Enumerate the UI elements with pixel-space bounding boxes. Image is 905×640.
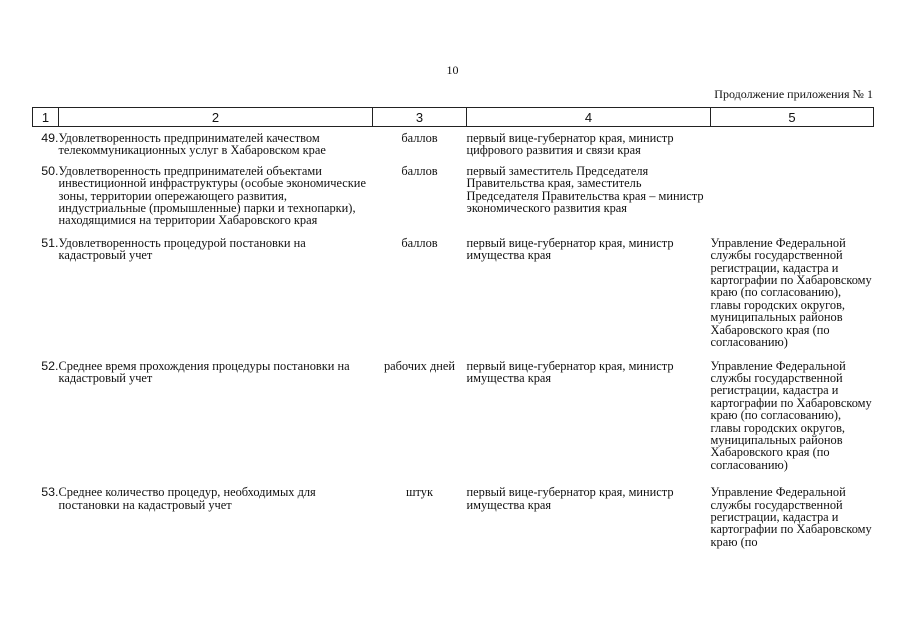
responsible-official: первый вице-губернатор края, министр цифрового развития и связи края bbox=[466, 131, 674, 158]
table-header-row bbox=[33, 108, 874, 127]
table-row bbox=[33, 158, 874, 228]
co-executors: Управление Федеральной службы государственной регистрации, кадастра и картографии по Хабаровскому краю (по согласованию), главы городских округов, муниципальных районов Хабаровского края (по согласованию) bbox=[710, 235, 872, 350]
row-number: 51. bbox=[41, 235, 59, 250]
row-number: 49. bbox=[41, 131, 59, 145]
row-number: 52. bbox=[41, 358, 59, 373]
appendix-continuation-note: Продолжение приложения № 1 bbox=[714, 87, 873, 101]
responsible-official: первый заместитель Председателя Правительства края, заместитель Председателя Правительства края – министр экономического развития края bbox=[466, 163, 704, 216]
column-header: 1 bbox=[33, 108, 59, 127]
co-executors: Управление Федеральной службы государственной регистрации, кадастра и картографии по Хабаровскому краю (по согласованию), главы городских округов, муниципальных районов Хабаровского края (по согласованию) bbox=[710, 358, 872, 472]
column-header: 3 bbox=[373, 108, 467, 127]
responsible-official: первый вице-губернатор края, министр имущества края bbox=[466, 485, 674, 512]
unit-of-measure: баллов bbox=[401, 235, 438, 250]
table-row bbox=[33, 472, 874, 549]
row-number: 53. bbox=[41, 485, 59, 500]
indicator-name: Удовлетворенность предпринимателей качеством телекоммуникационных услуг в Хабаровском крае bbox=[58, 131, 326, 158]
responsible-official: первый вице-губернатор края, министр имущества края bbox=[466, 358, 674, 385]
table-row bbox=[33, 127, 874, 158]
column-header: 4 bbox=[467, 108, 711, 127]
co-executors bbox=[711, 127, 874, 158]
unit-of-measure: штук bbox=[405, 485, 433, 500]
unit-of-measure: баллов bbox=[401, 163, 438, 178]
indicator-name: Удовлетворенность предпринимателей объектами инвестиционной инфраструктуры (особые экономические зоны, территории опережающего развития, индустриальные (промышленные) парки и технопарки), находящимися на территории Хабаровского края bbox=[58, 163, 366, 228]
co-executors bbox=[711, 158, 874, 228]
page-number: 10 bbox=[446, 63, 459, 77]
column-header: 2 bbox=[59, 108, 373, 127]
indicator-name: Среднее время прохождения процедуры постановки на кадастровый учет bbox=[58, 358, 350, 385]
indicator-name: Среднее количество процедур, необходимых для постановки на кадастровый учет bbox=[58, 485, 316, 512]
indicators-table bbox=[32, 107, 874, 549]
indicator-name: Удовлетворенность процедурой постановки на кадастровый учет bbox=[58, 235, 306, 263]
row-number: 50. bbox=[41, 163, 59, 178]
co-executors: Управление Федеральной службы государственной регистрации, кадастра и картографии по Хабаровскому краю (по bbox=[710, 485, 872, 549]
column-header: 5 bbox=[711, 108, 874, 127]
unit-of-measure: рабочих дней bbox=[383, 358, 456, 373]
unit-of-measure: баллов bbox=[401, 131, 438, 145]
responsible-official: первый вице-губернатор края, министр имущества края bbox=[466, 235, 674, 263]
table-row bbox=[33, 350, 874, 473]
table-row bbox=[33, 228, 874, 350]
